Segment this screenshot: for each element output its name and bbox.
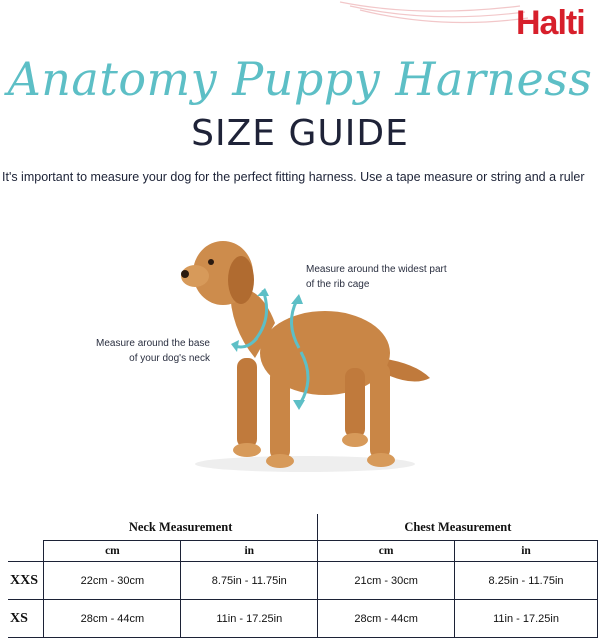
chest-in-cell: 11in - 17.25in	[455, 600, 598, 638]
neck-cm-cell: 22cm - 30cm	[44, 562, 181, 600]
size-label: XS	[8, 600, 44, 638]
brand-logo: Halti	[516, 4, 585, 42]
chest-in-cell: 8.25in - 11.75in	[455, 562, 598, 600]
neck-in-cell: 8.75in - 11.75in	[181, 562, 318, 600]
table-row	[8, 562, 598, 600]
product-title: Anatomy Puppy Harness	[7, 52, 593, 106]
neck-cm-cell: 28cm - 44cm	[44, 600, 181, 638]
chest-cm-cell: 28cm - 44cm	[318, 600, 455, 638]
chest-callout: Measure around the widest part of the rib cage	[306, 264, 447, 290]
size-table	[8, 514, 598, 638]
neck-in-cell: 11in - 17.25in	[181, 600, 318, 638]
table-row	[8, 600, 598, 638]
intro-text: It's important to measure your dog for the perfect fitting harness. Use a tape measure or string and a ruler	[2, 170, 585, 184]
chest-in-header: in	[455, 541, 598, 562]
size-label: XXS	[8, 562, 44, 600]
neck-in-header: in	[181, 541, 318, 562]
chest-cm-header: cm	[318, 541, 455, 562]
neck-cm-header: cm	[44, 541, 181, 562]
chest-cm-cell: 21cm - 30cm	[318, 562, 455, 600]
chest-group-header: Chest Measurement	[318, 514, 598, 541]
page-title: SIZE GUIDE	[191, 113, 409, 154]
decorative-swoosh	[330, 0, 530, 40]
table-corner	[8, 514, 44, 541]
neck-group-header: Neck Measurement	[128, 519, 233, 534]
unit-blank	[8, 541, 44, 562]
neck-callout: Measure around the base of your dog's neck	[96, 338, 210, 364]
